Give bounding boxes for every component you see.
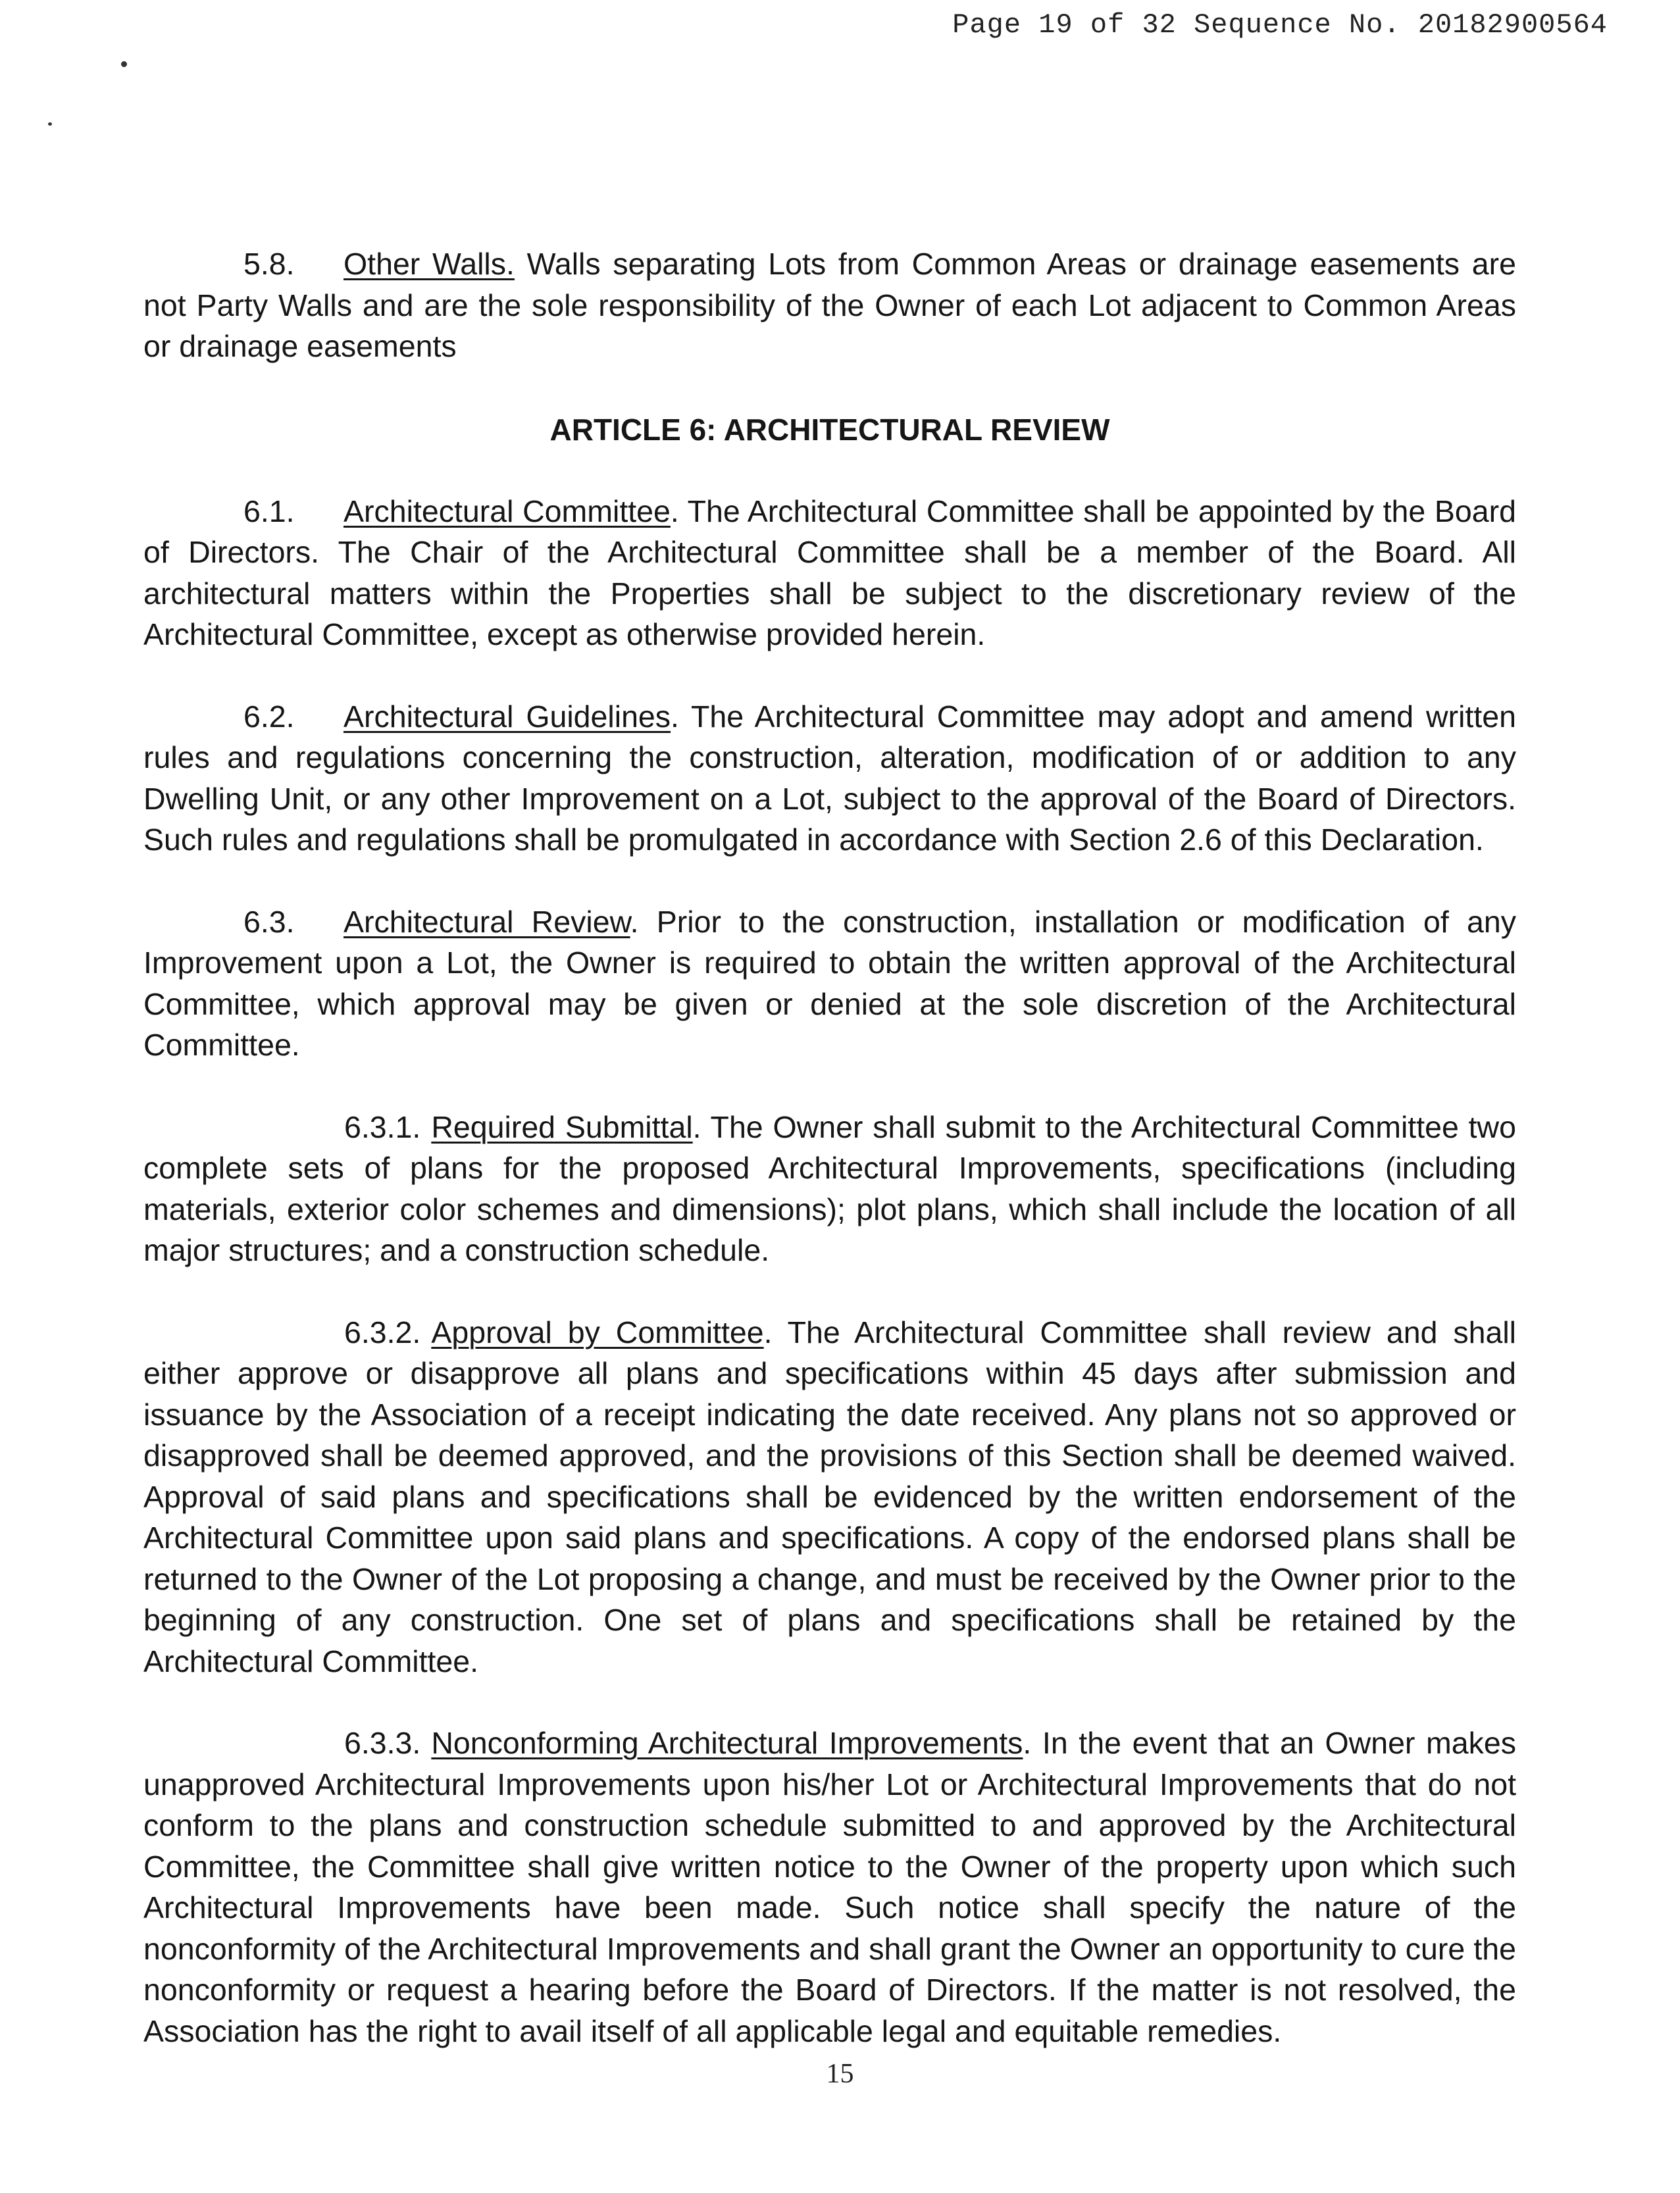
section-title: Architectural Guidelines [344, 699, 671, 734]
section-title: Nonconforming Architectural Improvements [431, 1726, 1023, 1760]
section-5-8 [143, 243, 1516, 367]
section-6-1 [143, 491, 1516, 655]
section-body: . The Architectural Committee shall review and shall either approve or disapprove all plans and specifications within 45 days after submission and issuance by the Association of a receipt indicating the date received. Any plans not so approved or disapproved shall be deemed approved, and the provisions of this Section shall be deemed waived. Approval of said plans and specifications shall be evidenced by the written endorsement of the Architectural Committee upon said plans and specifications. A copy of the endorsed plans shall be returned to the Owner of the Lot proposing a change, and must be received by the Owner prior to the beginning of any construction. One set of plans and specifications shall be retained by the Architectural Committee. [143, 1315, 1516, 1678]
document-body [143, 243, 1516, 2052]
section-title: Architectural Review [344, 904, 630, 939]
section-6-3-2 [143, 1312, 1516, 1682]
section-6-3-1 [143, 1107, 1516, 1271]
section-title: Architectural Committee [344, 493, 671, 528]
section-title: Approval by Committee [431, 1315, 764, 1349]
section-number: 6.3.2. [344, 1315, 421, 1349]
article-6-heading: ARTICLE 6: ARCHITECTURAL REVIEW [549, 412, 1110, 447]
page-number: 15 [826, 2059, 854, 2089]
section-number: 6.3. [243, 904, 295, 939]
section-number: 6.1. [243, 493, 295, 528]
section-body: Walls separating Lots from Common Areas or drainage easements are not Party Walls and are the sole responsibility of the Owner of each Lot adjacent to Common Areas or drainage easements [143, 247, 1516, 363]
section-number: 6.2. [243, 699, 295, 734]
section-body: . Prior to the construction, installation or modification of any Improvement upon a Lot, the Owner is required to obtain the written approval of the Architectural Committee, which approval may be given or denied at the sole discretion of the Architectural Committee. [143, 904, 1517, 1062]
section-number: 6.3.3. [344, 1726, 421, 1760]
section-6-3 [143, 901, 1516, 1066]
section-body: . In the event that an Owner makes unapproved Architectural Improvements upon his/her Lot or Architectural Improvements that do not conform to the plans and construction schedule submitted to and approved by the Architectural Committee, the Committee shall give written notice to the Owner of the property upon which such Architectural Improvements have been made. Such notice shall specify the nature of the nonconformity of the Architectural Improvements and shall grant the Owner an opportunity to cure the nonconformity or request a hearing before the Board of Directors. If the matter is not resolved, the Association has the right to avail itself of all applicable legal and equitable remedies. [143, 1726, 1516, 2048]
section-body: . The Architectural Committee shall be appointed by the Board of Directors. The Chair of the Architectural Committee shall be a member of the Board. All architectural matters within the Properties shall be subject to the discretionary review of the Architectural Committee, except as otherwise provided herein. [143, 493, 1516, 651]
section-body: . The Owner shall submit to the Architectural Committee two complete sets of plans for the proposed Architectural Improvements, specifications (including materials, exterior color schemes and dimensions); plot plans, which shall include the location of all major structures; and a construction schedule. [143, 1109, 1516, 1267]
scan-speck [121, 61, 127, 67]
scan-speck [48, 122, 52, 126]
section-number: 5.8. [243, 247, 295, 281]
section-body: . The Architectural Committee may adopt and amend written rules and regulations concerning the construction, alteration, modification of or addition to any Dwelling Unit, or any other Improvement on a Lot, subject to the approval of the Board of Directors. Such rules and regulations shall be promulgated in accordance with Section 2.6 of this Declaration. [143, 699, 1516, 857]
section-6-2 [143, 696, 1516, 861]
section-title: Required Submittal [431, 1109, 693, 1144]
section-number: 6.3.1. [344, 1109, 421, 1144]
page-sequence-header: Page 19 of 32 Sequence No. 20182900564 [952, 9, 1608, 41]
section-title: Other Walls. [344, 247, 515, 281]
section-6-3-3 [143, 1723, 1516, 2052]
